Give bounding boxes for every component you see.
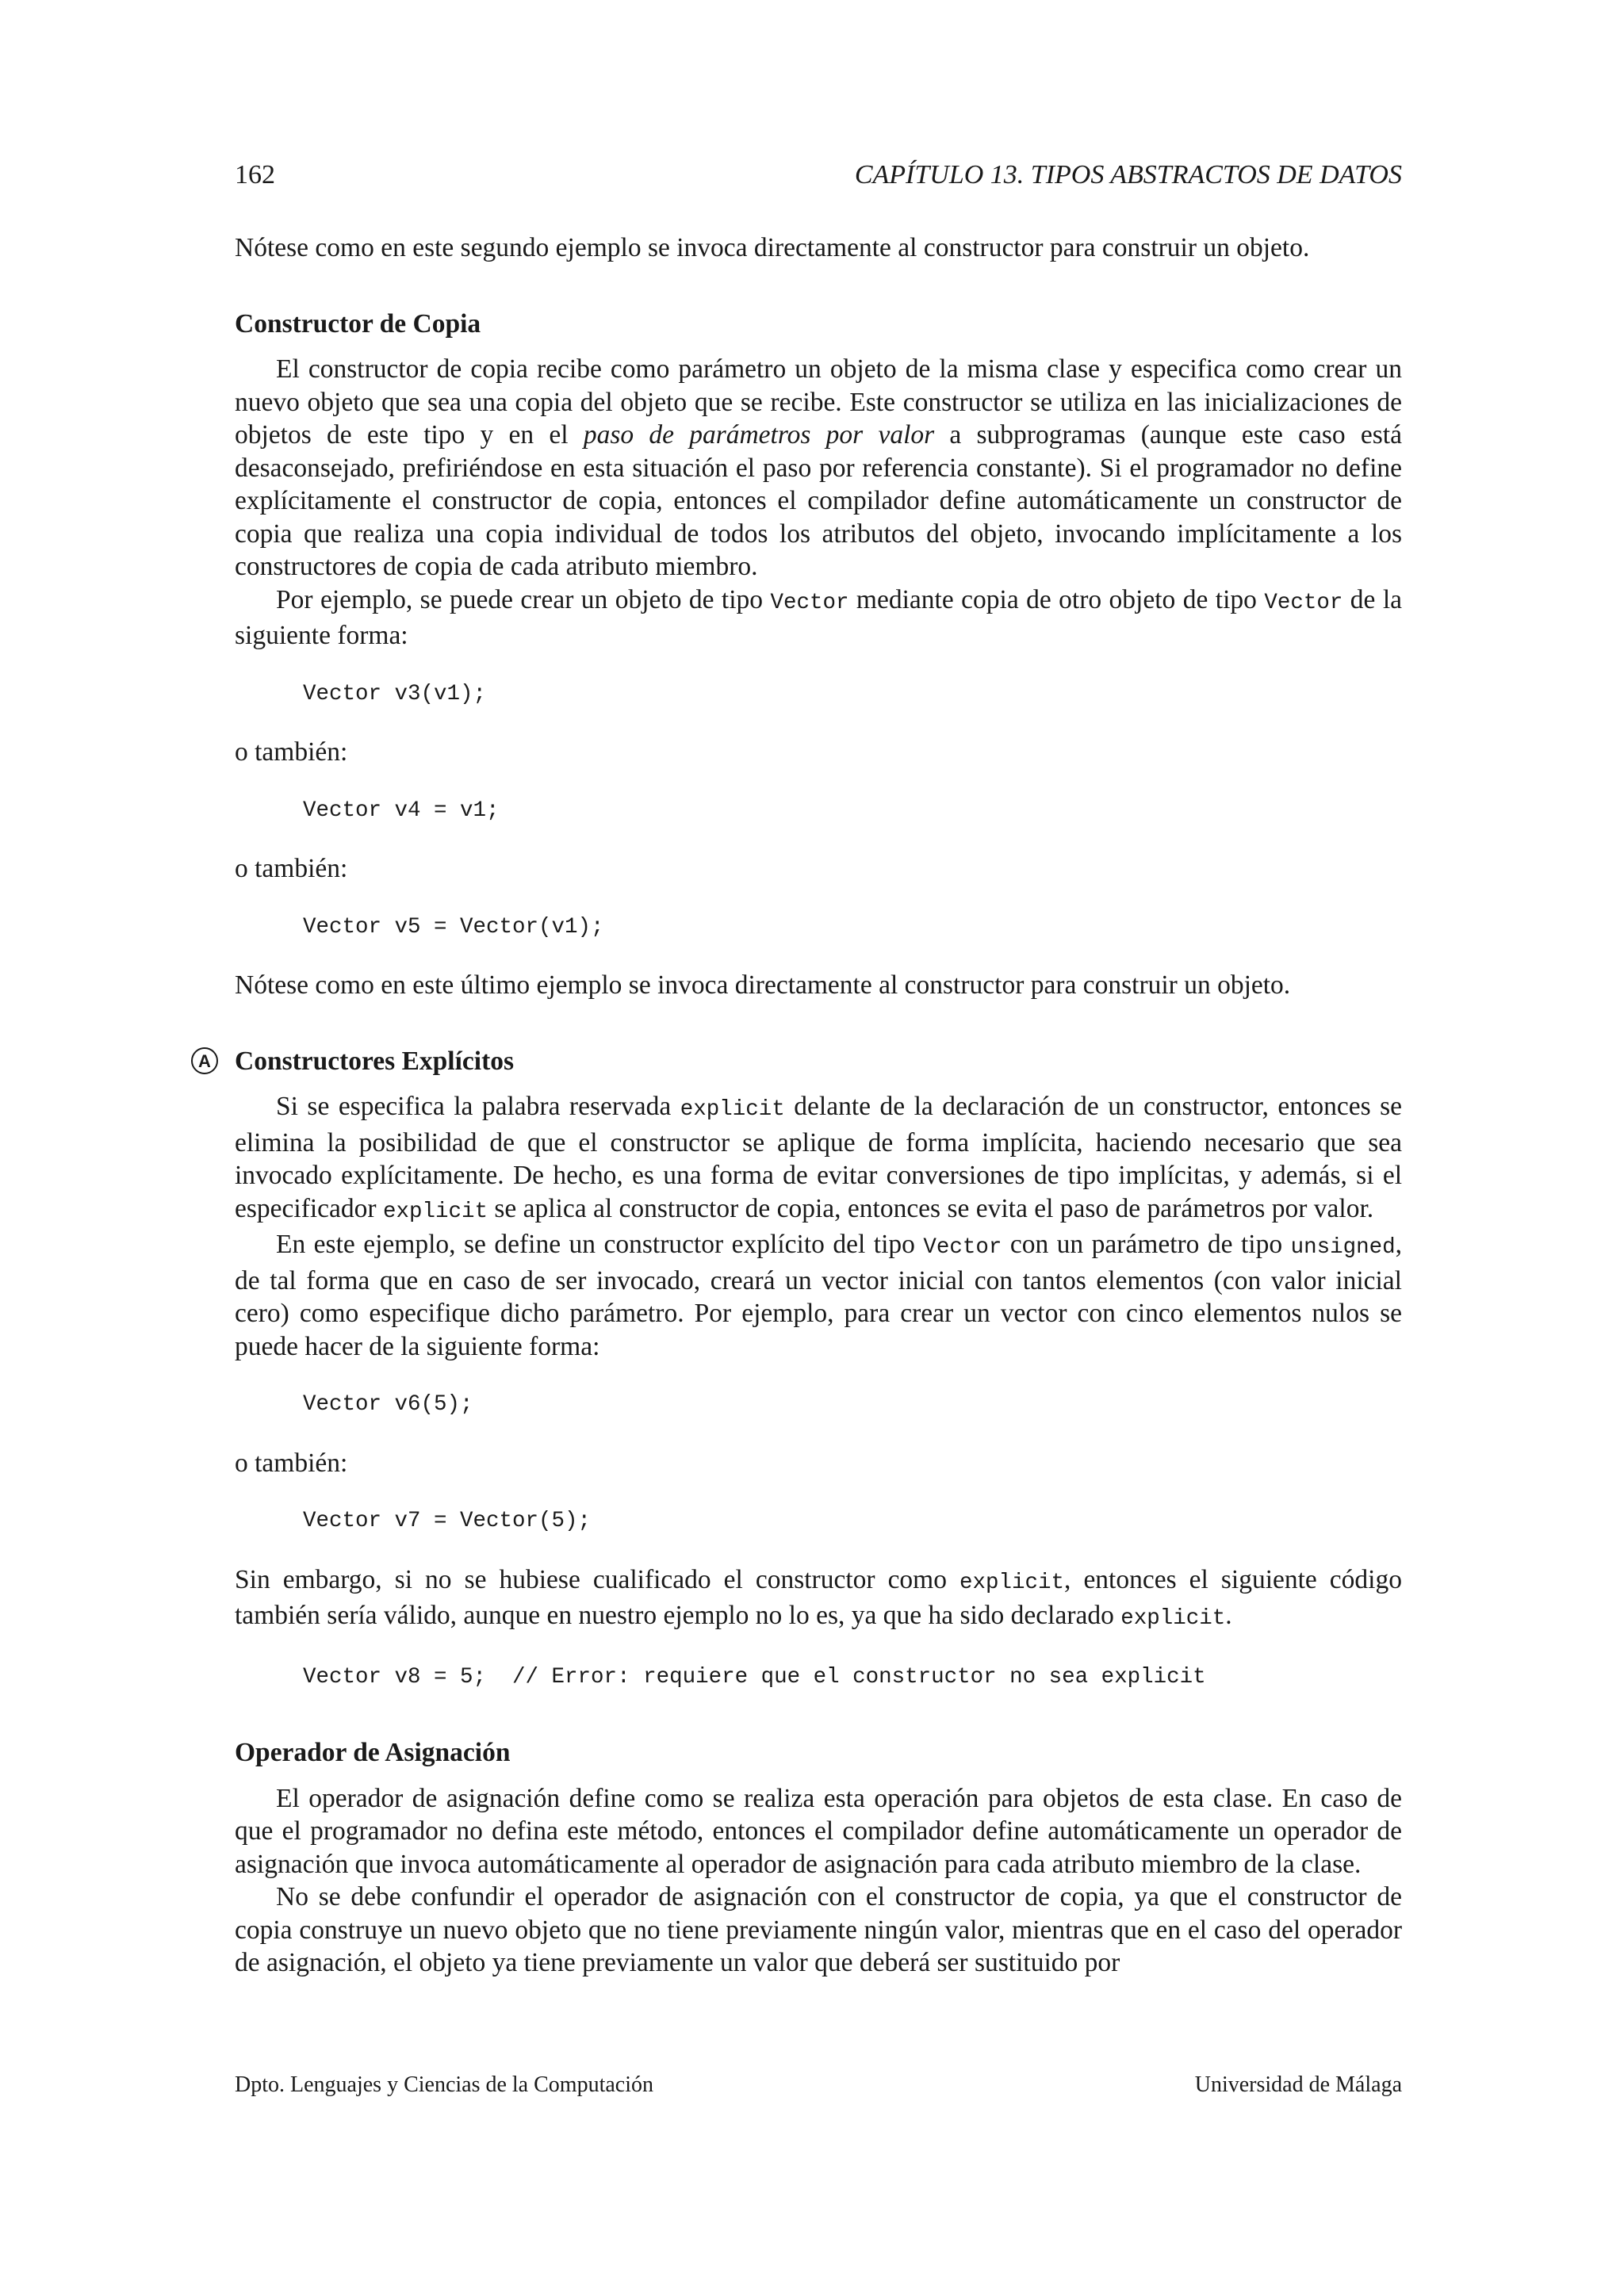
inline-code: explicit	[959, 1570, 1065, 1595]
text-line: o también:	[235, 1448, 348, 1478]
chapter-title: CAPÍTULO 13. TIPOS ABSTRACTOS DE DATOS	[854, 160, 1402, 189]
inline-code: Vector	[923, 1235, 1002, 1260]
code-example: Vector v7 = Vector(5);	[303, 1509, 592, 1533]
code-example: Vector v5 = Vector(v1);	[303, 914, 604, 939]
inline-code: Vector	[770, 590, 849, 615]
circled-a-icon	[190, 1047, 219, 1075]
copy-constructor-closing: Nótese como en este último ejemplo se invoca directamente al constructor para construir un objeto.	[235, 970, 1291, 1000]
page-footer	[235, 2068, 1402, 2103]
code-example: Vector v4 = v1;	[303, 798, 500, 823]
marker-letter: A	[198, 1050, 211, 1071]
inline-code: explicit	[1120, 1606, 1226, 1631]
running-header	[235, 155, 1402, 195]
section-heading-assignment-operator: Operador de Asignación	[235, 1738, 511, 1767]
assignment-operator-paragraph-2: No se debe confundir el operador de asignación con el constructor de copia, ya que el constructor de copia construye un nuevo objeto que no tiene previamente ningún valor, mientras que en el caso del operador de asignación, el objeto ya tiene previamente un valor que deberá ser sustituido por	[235, 1882, 1402, 1977]
inline-code: Vector	[1264, 590, 1343, 615]
document-page	[198, 0, 1403, 2296]
explicit-constructor-example-intro: En este ejemplo, se define un constructor explícito del tipo Vector con un parámetro de tipo unsigned, de tal forma que en caso de ser invocado, creará un vector inicial con tantos elementos (con valor inicial cero) como especifique dicho parámetro. Por ejemplo, para crear un vector con cinco elementos nulos se puede hacer de la siguiente forma:	[235, 1230, 1402, 1361]
explicit-constructor-paragraph: Si se especifica la palabra reservada explicit delante de la declaración de un constructor, entonces se elimina la posibilidad de que el constructor se aplique de forma implícita, haciendo necesario que sea invocado explícitamente. De hecho, es una forma de evitar conversiones de tipo implícitas, y además, si el especificador explicit se aplica al constructor de copia, entonces se evita el paso de parámetros por valor.	[235, 1092, 1403, 1224]
inline-code: unsigned	[1290, 1235, 1396, 1260]
copy-constructor-example-intro: Por ejemplo, se puede crear un objeto de tipo Vector mediante copia de otro objeto de tipo Vector de la siguiente forma:	[235, 584, 1402, 650]
intro-paragraph: Nótese como en este segundo ejemplo se invoca directamente al constructor para construir un objeto.	[235, 233, 1310, 262]
footer-university: Universidad de Málaga	[1194, 2072, 1402, 2097]
section-heading-explicit-constructors: A Constructores Explícitos	[235, 1045, 1402, 1078]
text-line: o también:	[235, 737, 348, 767]
inline-code: explicit	[680, 1097, 785, 1122]
code-example: Vector v8 = 5; // Error: requiere que el constructor no sea explicit	[303, 1664, 1206, 1689]
page-number: 162	[235, 160, 275, 189]
inline-code: explicit	[382, 1199, 488, 1224]
emphasis-text: paso de parámetros por valor	[583, 420, 935, 450]
code-example: Vector v3(v1);	[303, 681, 487, 706]
page-body	[198, 232, 1403, 1980]
explicit-constructor-note: Sin embargo, si no se hubiese cualificado el constructor como explicit, entonces el siguiente código también sería válido, aunque en nuestro ejemplo no lo es, ya que ha sido declarado explicit.	[235, 1564, 1402, 1631]
text-line: o también:	[235, 854, 348, 883]
footer-department: Dpto. Lenguajes y Ciencias de la Computación	[235, 2072, 653, 2097]
copy-constructor-paragraph: El constructor de copia recibe como parámetro un objeto de la misma clase y especifica como crear un nuevo objeto que sea una copia del objeto que se recibe. Este constructor se utiliza en las inicializaciones de objetos de este tipo y en el paso de parámetros por valor a subprogramas (aunque este caso está desaconsejado, prefiriéndose en esta situación el paso por referencia constante). Si el programador no define explícitamente el constructor de copia, entonces el compilador define automáticamente un constructor de copia que realiza una copia individual de todos los atributos del objeto, invocando implícitamente a los constructores de copia de cada atributo miembro.	[235, 354, 1402, 581]
section-heading-copy-constructor: Constructor de Copia	[235, 308, 481, 339]
assignment-operator-paragraph: El operador de asignación define como se realiza esta operación para objetos de esta clase. En caso de que el programador no defina este método, entonces el compilador define automáticamente un operador de asignación que invoca automáticamente al operador de asignación para cada atributo miembro de la clase.	[235, 1783, 1402, 1879]
code-example: Vector v6(5);	[303, 1392, 473, 1417]
